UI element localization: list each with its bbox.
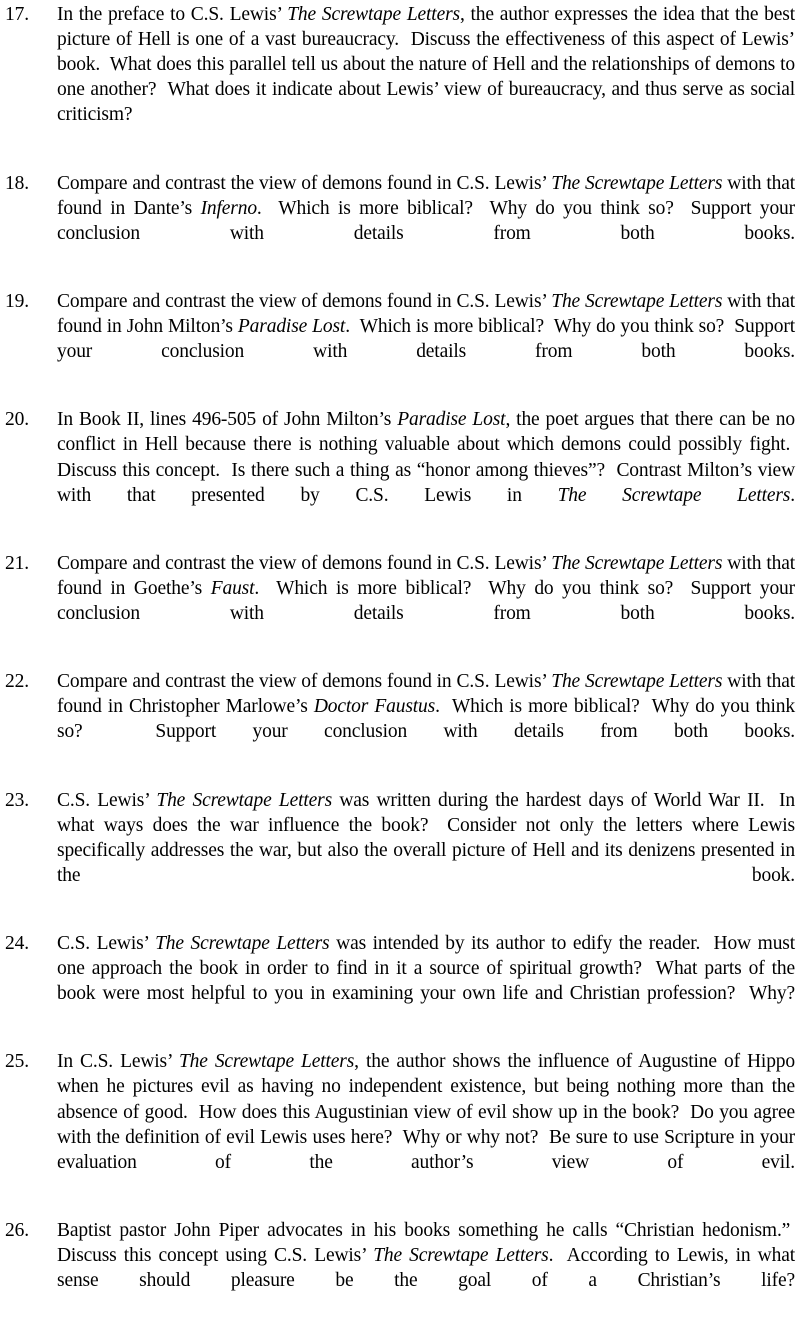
question-item xyxy=(5,1049,795,1200)
question-number: 25. xyxy=(5,1051,30,1073)
question-item xyxy=(5,788,795,913)
question-item xyxy=(5,407,795,532)
question-text: In the preface to C.S. Lewis’ The Screwtape Letters, the author expresses the idea that the best picture of Hell is one of a vast bureaucracy. Discuss the effectiveness of this aspect of Lewis’ book. What does this parallel tell us about the nature of Hell and the relationships of demons to one another? What does it indicate about Lewis’ view of bureaucracy, and thus serve as social criticism? xyxy=(57,4,795,126)
question-number: 20. xyxy=(5,409,30,431)
question-text: Compare and contrast the view of demons found in C.S. Lewis’ The Screwtape Letters with that found in Christopher Marlowe’s Doctor Faustus. Which is more biblical? Why do you think so? Support your conclusion with details from both books. xyxy=(57,671,795,743)
question-item xyxy=(5,1218,795,1318)
question-text: In C.S. Lewis’ The Screwtape Letters, the author shows the influence of Augustine of Hippo when he pictures evil as having no independent existence, but being nothing more than the absence of good. How does this Augustinian view of evil show up in the book? Do you agree with the definition of evil Lewis uses here? Why or why not? Be sure to use Scripture in your evaluation of the author’s view of evil. xyxy=(57,1051,795,1173)
question-number: 23. xyxy=(5,789,30,811)
question-text: In Book II, lines 496-505 of John Milton’s Paradise Lost, the poet argues that there can be no conflict in Hell because there is nothing valuable about which demons could possibly fight. Discuss this concept. Is there such a thing as “honor among thieves”? Contrast Milton’s view with that presented by C.S. Lewis in The Screwtape Letters. xyxy=(57,409,796,506)
question-item xyxy=(5,551,795,651)
question-item xyxy=(5,2,795,153)
question-text: Baptist pastor John Piper advocates in his books something he calls “Christian hedonism.” Discuss this concept using C.S. Lewis’ The Screwtape Letters. According to Lewis, in what sense should pleasure be the goal of a Christian’s life? xyxy=(57,1219,795,1292)
question-text: Compare and contrast the view of demons found in C.S. Lewis’ The Screwtape Letters with that found in Dante’s Inferno. Which is more biblical? Why do you think so? Support your conclusion with details from both books. xyxy=(57,172,795,244)
question-item xyxy=(5,171,795,271)
question-text: Compare and contrast the view of demons found in C.S. Lewis’ The Screwtape Letters with that found in Goethe’s Faust. Which is more biblical? Why do you think so? Support your conclusion with details from both books. xyxy=(57,552,796,624)
question-number: 19. xyxy=(5,290,30,312)
question-text: C.S. Lewis’ The Screwtape Letters was intended by its author to edify the reader. How must one approach the book in order to find in it a source of spiritual growth? What parts of the book were most helpful to you in examining your own life and Christian profession? Why? xyxy=(57,933,795,1005)
question-item xyxy=(5,669,795,769)
question-number: 26. xyxy=(5,1219,30,1241)
question-text: C.S. Lewis’ The Screwtape Letters was written during the hardest days of World War II. In what ways does the war influence the book? Consider not only the letters where Lewis specifically addresses the war, but also the overall picture of Hell and its denizens presented in the book. xyxy=(57,789,796,886)
question-number: 18. xyxy=(5,172,30,194)
question-text: Compare and contrast the view of demons found in C.S. Lewis’ The Screwtape Letters with that found in John Milton’s Paradise Lost. Which is more biblical? Why do you think so? Support your conclusion with details from both books. xyxy=(57,290,795,363)
question-number: 17. xyxy=(5,4,30,25)
question-item xyxy=(5,289,795,389)
question-number: 21. xyxy=(5,552,30,574)
question-number: 22. xyxy=(5,671,30,693)
question-number: 24. xyxy=(5,933,30,954)
question-item xyxy=(5,931,795,1031)
